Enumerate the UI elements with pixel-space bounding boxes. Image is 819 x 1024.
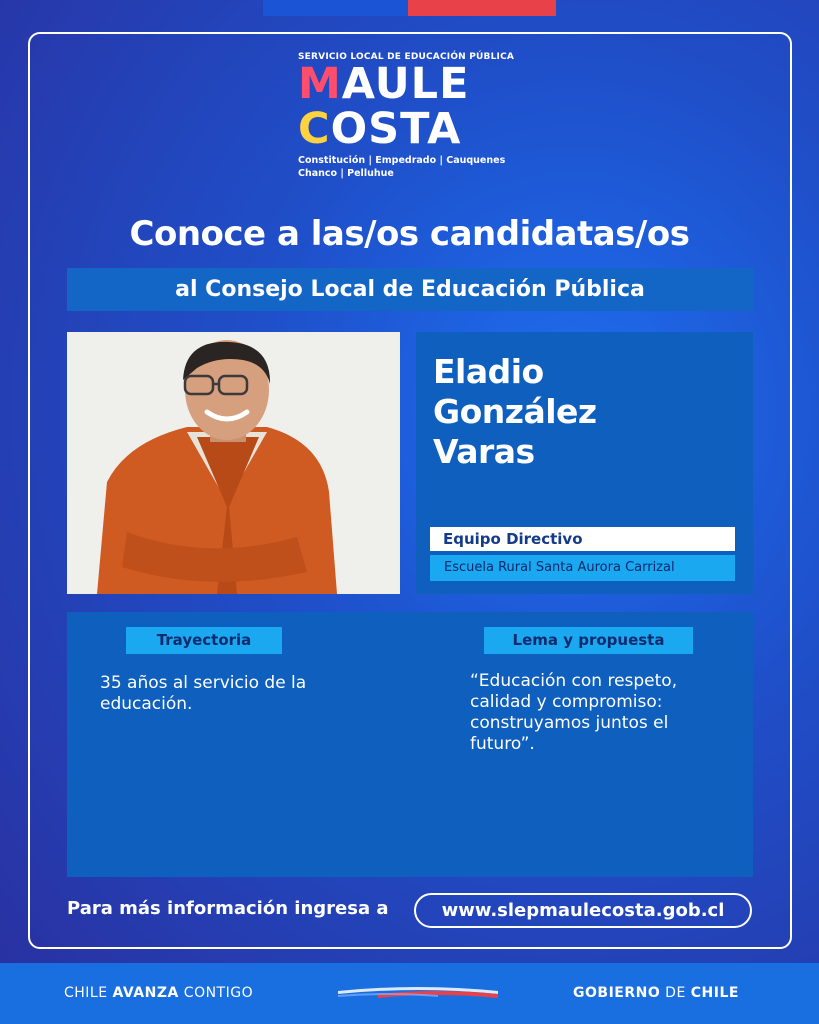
subheadline-band bbox=[67, 268, 753, 311]
cta-text: Para más información ingresa a bbox=[67, 898, 389, 919]
slep-logo bbox=[298, 52, 538, 180]
chile-flag-ribbon-icon bbox=[338, 985, 498, 1001]
candidate-info-panel bbox=[67, 612, 753, 877]
logo-communes: Constitución | Empedrado | Cauquenes Chanco | Pelluhue bbox=[298, 155, 506, 179]
lema-text: “Educación con respeto, calidad y compromiso: construyamos juntos el futuro”. bbox=[470, 671, 678, 754]
subheadline: al Consejo Local de Educación Pública bbox=[175, 277, 645, 302]
candidate-school: Escuela Rural Santa Aurora Carrizal bbox=[430, 555, 735, 581]
logo-word-maule: MAULE bbox=[298, 59, 470, 109]
footer-government: GOBIERNO DE CHILE bbox=[573, 985, 739, 1001]
candidate-name-panel bbox=[416, 332, 753, 594]
top-accent-bar-red bbox=[408, 0, 556, 16]
trayectoria-text: 35 años al servicio de la educación. bbox=[100, 673, 307, 714]
logo-service-label: SERVICIO LOCAL DE EDUCACIÓN PÚBLICA bbox=[298, 52, 515, 62]
lema-tag: Lema y propuesta bbox=[484, 627, 693, 654]
candidate-photo bbox=[67, 332, 400, 594]
headline: Conoce a las/os candidatas/os bbox=[129, 214, 690, 254]
candidate-name: Eladio González Varas bbox=[433, 352, 597, 471]
candidate-role: Equipo Directivo bbox=[430, 527, 735, 551]
trayectoria-tag: Trayectoria bbox=[126, 627, 282, 654]
footer-slogan: CHILE AVANZA CONTIGO bbox=[64, 985, 254, 1001]
footer-bar bbox=[0, 963, 819, 1024]
candidate-portrait-illustration bbox=[67, 332, 400, 594]
logo-word-costa: COSTA bbox=[298, 104, 462, 154]
top-accent-bar-blue bbox=[263, 0, 408, 16]
website-link[interactable]: www.slepmaulecosta.gob.cl bbox=[414, 893, 752, 928]
